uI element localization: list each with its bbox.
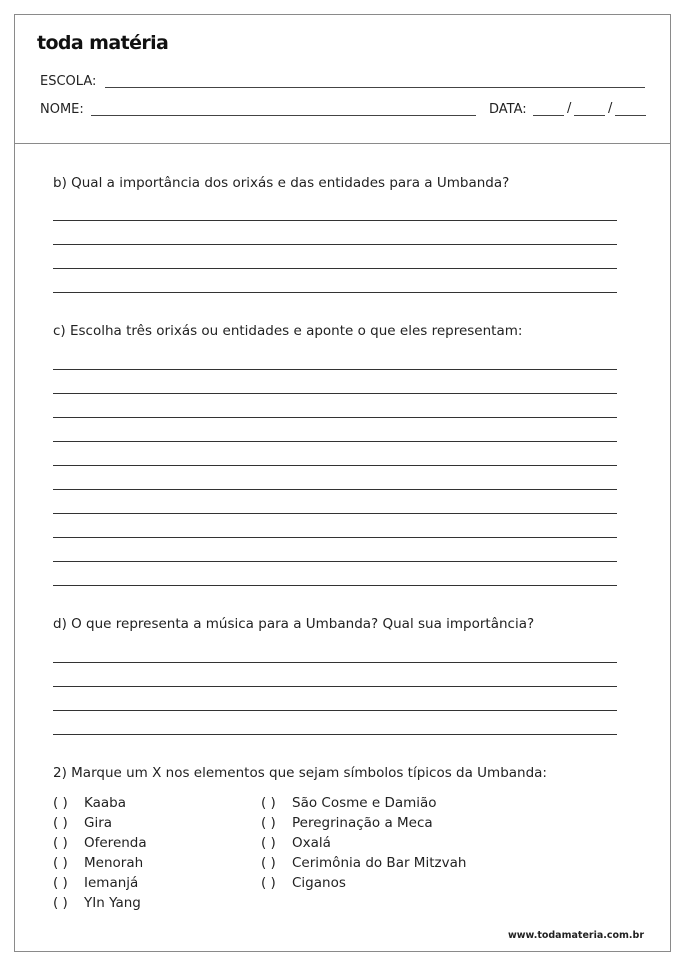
name-field[interactable] xyxy=(91,115,476,116)
option-label: Gira xyxy=(84,815,113,831)
option-item[interactable] xyxy=(53,835,147,851)
option-item[interactable] xyxy=(53,875,138,891)
answer-line[interactable] xyxy=(53,465,617,466)
question-b: b) Qual a importância dos orixás e das entidades para a Umbanda? xyxy=(53,175,510,191)
answer-line[interactable] xyxy=(53,417,617,418)
answer-line[interactable] xyxy=(53,686,617,687)
checkbox[interactable]: ( ) xyxy=(261,875,276,891)
answer-line[interactable] xyxy=(53,734,617,735)
date-separator: / xyxy=(608,101,613,116)
answer-line[interactable] xyxy=(53,710,617,711)
date-year-field[interactable] xyxy=(615,115,646,116)
checkbox[interactable]: ( ) xyxy=(53,855,68,871)
answer-line[interactable] xyxy=(53,244,617,245)
answer-line[interactable] xyxy=(53,393,617,394)
checkbox[interactable]: ( ) xyxy=(261,855,276,871)
header-divider xyxy=(14,143,671,144)
option-item[interactable] xyxy=(261,875,346,891)
school-field[interactable] xyxy=(105,87,645,88)
name-label: NOME: xyxy=(40,102,84,117)
answer-line[interactable] xyxy=(53,220,617,221)
option-item[interactable] xyxy=(261,815,433,831)
checkbox[interactable]: ( ) xyxy=(261,835,276,851)
checkbox[interactable]: ( ) xyxy=(261,795,276,811)
checkbox[interactable]: ( ) xyxy=(53,875,68,891)
option-label: Cerimônia do Bar Mitzvah xyxy=(292,855,467,871)
question-2: 2) Marque um X nos elementos que sejam símbolos típicos da Umbanda: xyxy=(53,765,547,781)
answer-line[interactable] xyxy=(53,441,617,442)
option-label: Kaaba xyxy=(84,795,127,811)
option-label: YIn Yang xyxy=(84,895,141,911)
answer-line[interactable] xyxy=(53,489,617,490)
answer-line[interactable] xyxy=(53,513,617,514)
checkbox[interactable]: ( ) xyxy=(53,815,68,831)
answer-line[interactable] xyxy=(53,369,617,370)
option-item[interactable] xyxy=(261,855,466,871)
checkbox[interactable]: ( ) xyxy=(261,815,276,831)
date-day-field[interactable] xyxy=(533,115,564,116)
answer-line[interactable] xyxy=(53,268,617,269)
option-label: Oferenda xyxy=(84,835,147,851)
school-label: ESCOLA: xyxy=(40,74,97,89)
option-label: Menorah xyxy=(84,855,144,871)
answer-line[interactable] xyxy=(53,292,617,293)
date-separator: / xyxy=(567,101,572,116)
question-d: d) O que representa a música para a Umbanda? Qual sua importância? xyxy=(53,616,535,632)
brand-logo: toda matéria xyxy=(37,32,169,54)
option-item[interactable] xyxy=(53,855,143,871)
option-label: São Cosme e Damião xyxy=(292,795,437,811)
answer-line[interactable] xyxy=(53,537,617,538)
checkbox[interactable]: ( ) xyxy=(53,835,68,851)
answer-line[interactable] xyxy=(53,561,617,562)
answer-line[interactable] xyxy=(53,585,617,586)
option-item[interactable] xyxy=(53,815,112,831)
option-label: Oxalá xyxy=(292,835,331,851)
option-item[interactable] xyxy=(261,795,437,811)
option-item[interactable] xyxy=(261,835,331,851)
footer-url: www.todamateria.com.br xyxy=(507,930,644,941)
date-label: DATA: xyxy=(489,102,527,117)
option-label: Ciganos xyxy=(292,875,346,891)
answer-line[interactable] xyxy=(53,662,617,663)
question-c: c) Escolha três orixás ou entidades e aponte o que eles representam: xyxy=(53,323,523,339)
checkbox[interactable]: ( ) xyxy=(53,795,68,811)
worksheet-border xyxy=(14,14,671,952)
option-label: Iemanjá xyxy=(84,875,139,891)
checkbox[interactable]: ( ) xyxy=(53,895,68,911)
option-label: Peregrinação a Meca xyxy=(292,815,433,831)
option-item[interactable] xyxy=(53,795,126,811)
date-month-field[interactable] xyxy=(574,115,605,116)
option-item[interactable] xyxy=(53,895,141,911)
